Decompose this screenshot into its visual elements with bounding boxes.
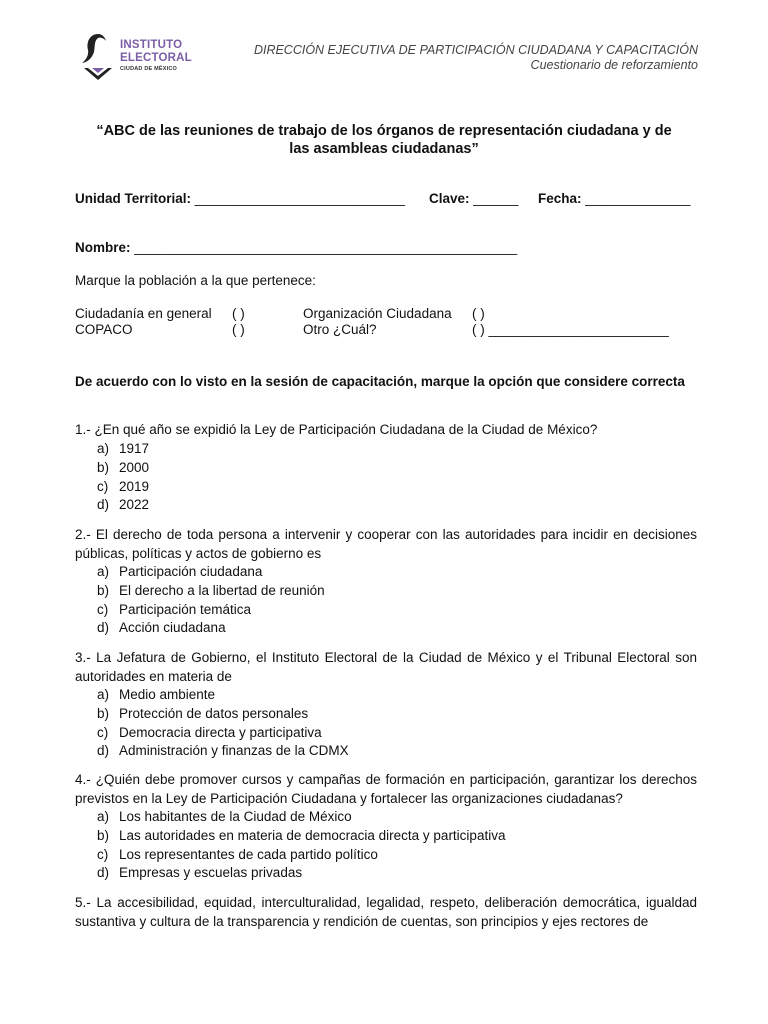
list-item[interactable]	[97, 582, 325, 601]
option-letter: a)	[97, 687, 110, 702]
checkbox-otro-paren[interactable]: ( )	[472, 322, 485, 337]
option-text: 2000	[119, 459, 150, 475]
option-letter: b)	[97, 582, 110, 598]
list-item[interactable]	[97, 724, 349, 743]
option-letter: b)	[97, 827, 110, 843]
checkbox-otro	[472, 322, 669, 337]
checkbox-organizacion[interactable]: ( )	[472, 306, 485, 321]
option-letter: a)	[97, 441, 110, 456]
question-2-options	[97, 563, 325, 638]
option-letter: d)	[97, 865, 110, 881]
option-letter: a)	[97, 564, 110, 579]
list-item[interactable]	[97, 808, 505, 827]
logo-emblem-icon	[78, 30, 118, 82]
option-text: Democracia directa y participativa	[119, 724, 322, 740]
question-1-options	[97, 440, 149, 515]
list-item[interactable]	[97, 827, 505, 846]
population-prompt: Marque la población a la que pertenece:	[75, 273, 316, 288]
list-item[interactable]	[97, 440, 149, 459]
clave-blank: ______	[473, 191, 519, 206]
option-text: 2022	[119, 497, 150, 513]
unidad-label: Unidad Territorial:	[75, 191, 192, 206]
option-letter: a)	[97, 809, 110, 824]
option-letter: d)	[97, 497, 110, 513]
option-text: Los habitantes de la Ciudad de México	[119, 809, 352, 824]
question-2: 2.- El derecho de toda persona a intervenir y cooperar con las autoridades para incidir en decisiones públicas, políticas y actos de gobierno es	[75, 527, 697, 561]
list-item[interactable]	[97, 686, 349, 705]
logo-line-2: ELECTORAL	[120, 51, 192, 64]
option-letter: c)	[97, 478, 109, 494]
list-item[interactable]	[97, 619, 325, 638]
list-item[interactable]	[97, 563, 325, 582]
option-text: Los representantes de cada partido político	[119, 846, 378, 862]
instructions: De acuerdo con lo visto en la sesión de capacitación, marque la opción que considere correcta	[75, 374, 685, 389]
nombre-field	[75, 240, 517, 255]
document-subtitle: Cuestionario de reforzamiento	[530, 58, 698, 72]
checkbox-ciudadania[interactable]: ( )	[232, 306, 245, 321]
list-item[interactable]	[97, 601, 325, 620]
option-text: Participación ciudadana	[119, 564, 263, 579]
option-copaco: COPACO	[75, 322, 133, 337]
option-text: Participación temática	[119, 601, 252, 617]
otro-blank: ________________________	[488, 322, 669, 337]
question-4-options	[97, 808, 505, 883]
option-ciudadania: Ciudadanía en general	[75, 306, 212, 321]
title-line-1: “ABC de las reuniones de trabajo de los órganos de representación ciudadana y de	[96, 123, 672, 139]
unidad-territorial-field	[75, 191, 405, 206]
option-letter: d)	[97, 743, 110, 759]
clave-field	[429, 191, 518, 206]
option-text: 1917	[119, 441, 150, 456]
page-title	[70, 122, 698, 158]
logo-line-1: INSTITUTO	[120, 39, 183, 51]
option-text: 2019	[119, 478, 150, 494]
option-letter: b)	[97, 705, 110, 721]
clave-label: Clave:	[429, 191, 470, 206]
option-letter: c)	[97, 846, 109, 862]
option-otro: Otro ¿Cuál?	[303, 322, 377, 337]
fecha-blank: ______________	[585, 191, 691, 206]
question-1: 1.- ¿En qué año se expidió la Ley de Participación Ciudadana de la Ciudad de México?	[75, 422, 598, 437]
institute-logo	[78, 30, 208, 82]
unidad-blank: ____________________________	[194, 191, 406, 206]
list-item[interactable]	[97, 496, 149, 515]
nombre-label: Nombre:	[75, 240, 131, 255]
list-item[interactable]	[97, 846, 505, 865]
option-letter: b)	[97, 459, 110, 475]
fecha-field	[538, 191, 690, 206]
option-text: Las autoridades en materia de democracia directa y participativa	[119, 827, 506, 843]
option-text: Acción ciudadana	[119, 620, 226, 636]
option-letter: d)	[97, 620, 110, 636]
option-letter: c)	[97, 601, 109, 617]
checkbox-copaco[interactable]: ( )	[232, 322, 245, 337]
list-item[interactable]	[97, 705, 349, 724]
department-name: DIRECCIÓN EJECUTIVA DE PARTICIPACIÓN CIUDADANA Y CAPACITACIÓN	[253, 43, 698, 57]
logo-line-3: CIUDAD DE MÉXICO	[120, 66, 177, 72]
option-text: Protección de datos personales	[119, 705, 309, 721]
list-item[interactable]	[97, 742, 349, 761]
list-item[interactable]	[97, 459, 149, 478]
option-organizacion: Organización Ciudadana	[303, 306, 452, 321]
question-4: 4.- ¿Quién debe promover cursos y campañas de formación en participación, garantizar los derechos previstos en la Ley de Participación Ciudadana y fortalecer las organizaciones ciudadanas?	[75, 772, 697, 806]
question-5: 5.- La accesibilidad, equidad, interculturalidad, legalidad, respeto, deliberación democrática, igualdad sustantiva y cultura de la transparencia y rendición de cuentas, son principios y ejes rectores de	[75, 895, 697, 929]
fecha-label: Fecha:	[538, 191, 582, 206]
option-letter: c)	[97, 724, 109, 740]
option-text: El derecho a la libertad de reunión	[119, 582, 325, 598]
title-line-2: las asambleas ciudadanas”	[289, 141, 479, 157]
option-text: Empresas y escuelas privadas	[119, 865, 303, 881]
question-3: 3.- La Jefatura de Gobierno, el Instituto Electoral de la Ciudad de México y el Tribunal Electoral son autoridades en materia de	[75, 650, 697, 684]
question-3-options	[97, 686, 349, 761]
document-header	[254, 43, 698, 72]
nombre-blank: ___________________________________________________	[134, 240, 518, 255]
list-item[interactable]	[97, 864, 505, 883]
option-text: Medio ambiente	[119, 687, 216, 702]
option-text: Administración y finanzas de la CDMX	[119, 743, 349, 759]
list-item[interactable]	[97, 478, 149, 497]
